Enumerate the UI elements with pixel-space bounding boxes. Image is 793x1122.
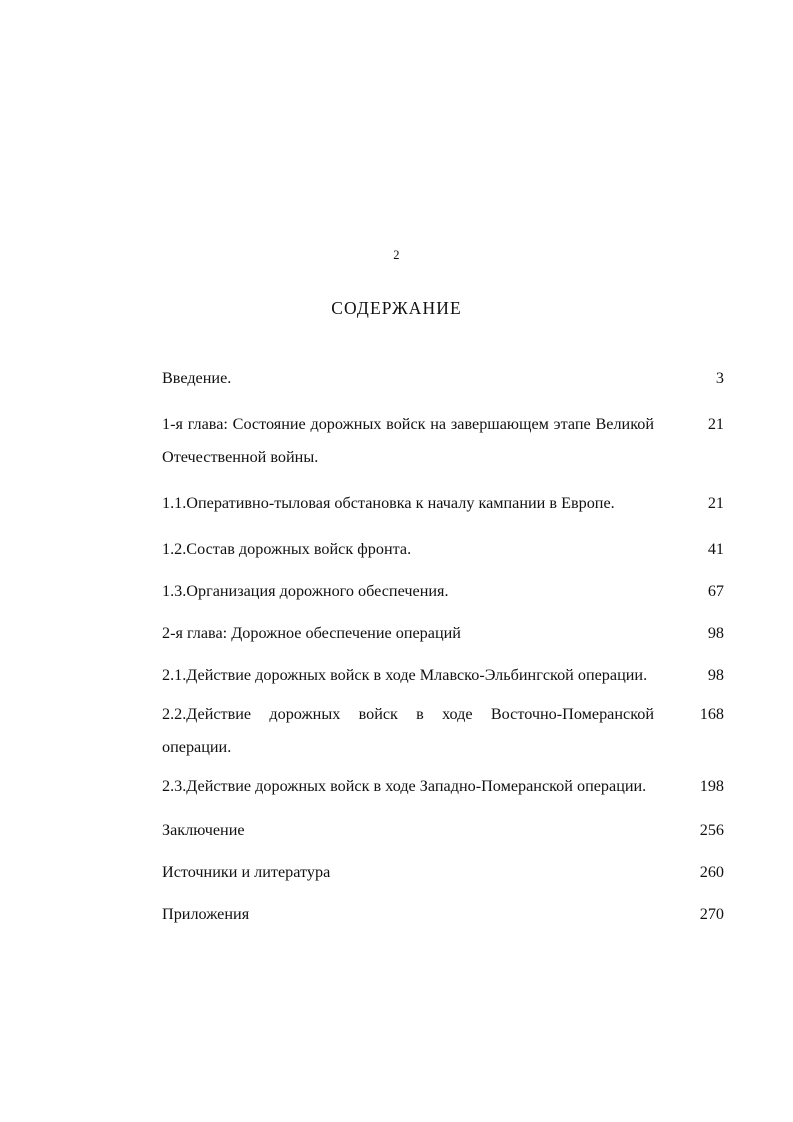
toc-entry-page: 41: [707, 540, 724, 558]
toc-entry-page: 270: [699, 905, 724, 923]
toc-entry-label: 1.1.Оперативно-тыловая обстановка к началу кампании в Европе.: [162, 494, 615, 512]
toc-entry[interactable]: [162, 659, 724, 692]
toc-entry[interactable]: [162, 533, 724, 566]
toc-entry[interactable]: [162, 408, 724, 474]
toc-entry-label: Заключение: [162, 821, 245, 839]
toc-entry[interactable]: [162, 770, 724, 803]
toc-entry[interactable]: [162, 487, 724, 520]
toc-entry-page: 98: [707, 624, 724, 642]
page-number: 2: [393, 248, 400, 262]
toc-entry-label: 1.3.Организация дорожного обеспечения.: [162, 582, 449, 600]
toc-entry-page: 168: [699, 705, 724, 723]
toc-entry[interactable]: [162, 362, 724, 395]
table-of-contents: [162, 362, 724, 940]
toc-entry-page: 98: [707, 666, 724, 684]
toc-entry-page: 21: [707, 494, 724, 512]
toc-entry-page: 3: [715, 369, 724, 387]
toc-entry[interactable]: [162, 575, 724, 608]
toc-entry-label: 1.2.Состав дорожных войск фронта.: [162, 540, 412, 558]
toc-entry-page: 67: [707, 582, 724, 600]
toc-entry-page: 256: [699, 821, 724, 839]
toc-entry-label: Источники и литература: [162, 863, 331, 881]
toc-entry-label: 1-я глава: Состояние дорожных войск на завершающем этапе Великой Отечественной войны.: [162, 415, 654, 466]
toc-entry-label: Введение.: [162, 369, 232, 387]
toc-entry-label: Приложения: [162, 905, 250, 923]
toc-entry-page: 198: [699, 777, 724, 795]
toc-entry[interactable]: [162, 814, 724, 847]
toc-entry-label: 2.3.Действие дорожных войск в ходе Западно-Померанской операции.: [162, 777, 647, 795]
toc-entry-page: 260: [699, 863, 724, 881]
page-title: СОДЕРЖАНИЕ: [331, 298, 462, 318]
toc-entry-label: 2.2.Действие дорожных войск в ходе Восточно-Померанской операции.: [162, 705, 654, 756]
toc-entry[interactable]: [162, 617, 724, 650]
toc-entry[interactable]: [162, 856, 724, 889]
toc-entry-page: 21: [707, 415, 724, 433]
toc-entry-label: 2-я глава: Дорожное обеспечение операций: [162, 624, 461, 642]
toc-entry[interactable]: [162, 898, 724, 931]
toc-entry[interactable]: [162, 698, 724, 764]
toc-entry-label: 2.1.Действие дорожных войск в ходе Млавско-Эльбингской операции.: [162, 666, 648, 684]
